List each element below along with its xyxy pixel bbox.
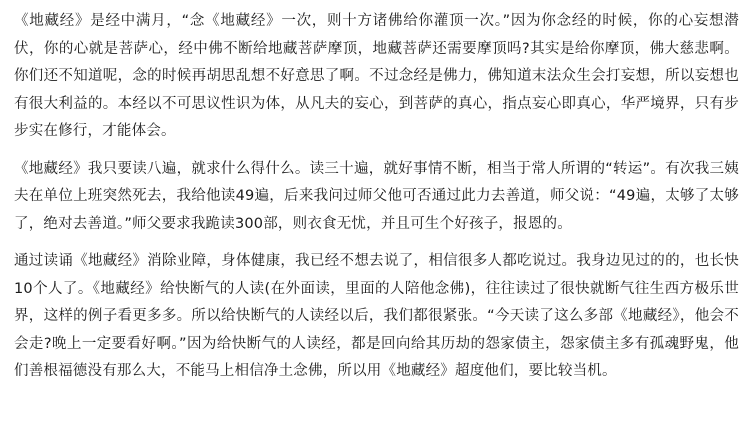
paragraph-3: 通过读诵《地藏经》消除业障，身体健康，我已经不想去说了，相信很多人都吃说过。我身边见过的的，也长快10个人了。《地藏经》给快断气的人读(在外面读，里面的人陪他念佛)，往往读过了很快就断气往生西方极乐世界，这样的例子看更多多。所以给快断气的人读经以后，我们都很紧张。“今天读了这么多部《地藏经》，他会不会走?晚上一定要看好啊。”因为给快断气的人读经，都是回向给其历劫的怨家债主，怨家债主多有孤魂野鬼，他们善根福德没有那么大，不能马上相信净土念佛，所以用《地藏经》超度他们，要比较当机。 [14, 253, 739, 379]
paragraph-2: 《地藏经》我只要读八遍，就求什么得什么。读三十遍，就好事情不断，相当于常人所谓的“转运”。有次我三姨夫在单位上班突然死去，我给他读49遍，后来我问过师父他可否通过此力去善道，师父说：“49遍，太够了太够了，绝对去善道。”师父要求我跪读300部，则衣食无忧，并且可生个好孩子，报恩的。 [14, 160, 739, 232]
paragraph-1: 《地藏经》是经中满月，“念《地藏经》一次，则十方诸佛给你灌顶一次。”因为你念经的时候，你的心妄想潜伏，你的心就是菩萨心，经中佛不断给地藏菩萨摩顶，地藏菩萨还需要摩顶吗?其实是给你摩顶，佛大慈悲啊。你们还不知道呢，念的时候再胡思乱想不好意思了啊。不过念经是佛力，佛知道末法众生会打妄想，所以妄想也有很大利益的。本经以不可思议性识为体，从凡夫的妄心，到菩萨的真心，指点妄心即真心，华严境界，只有步步实在修行，才能体会。 [14, 13, 739, 139]
